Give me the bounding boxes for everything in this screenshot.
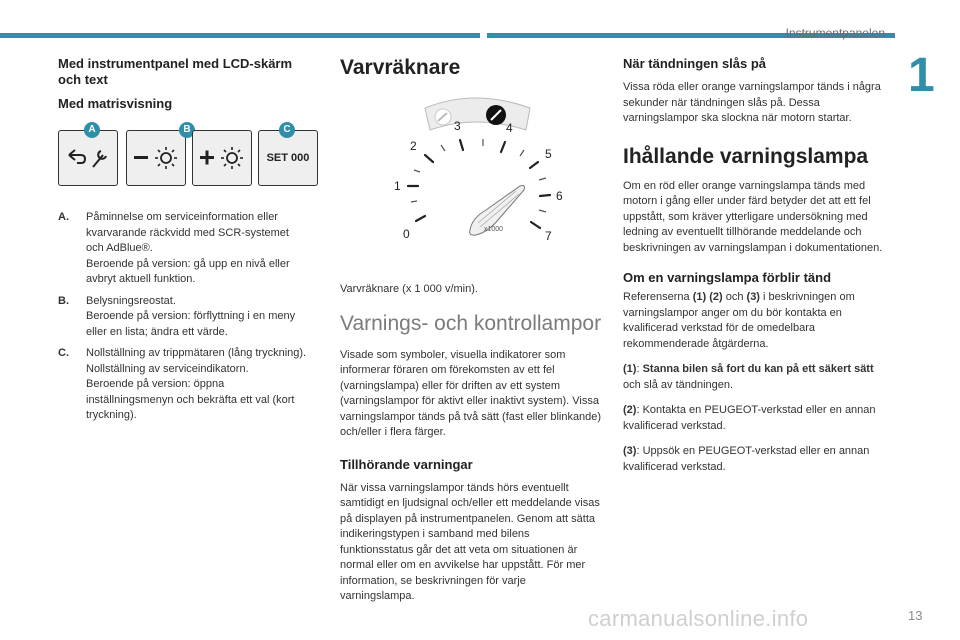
- heading-lcd: Med instrumentpanel med LCD-skärm och text: [58, 56, 293, 87]
- badge-b: B: [179, 122, 195, 138]
- chapter-number: 1: [908, 49, 935, 102]
- reference-label: (3): [623, 445, 637, 457]
- gauge-number-6: 6: [556, 189, 563, 203]
- button-a: [58, 130, 118, 186]
- text-fragment: och: [722, 291, 747, 303]
- title-lamp-stays-on: Om en varningslampa förblir tänd: [623, 270, 832, 285]
- column-right: [623, 56, 885, 485]
- watermark: carmanualsonline.info: [588, 606, 809, 631]
- reference-marks: (1) (2): [692, 291, 723, 303]
- definition-item-c: [58, 346, 308, 424]
- reference-1: (1): Stanna bilen så fort du kan på ett säkert sätt och slå av tändningen.: [623, 363, 874, 391]
- button-icons-row: [58, 126, 308, 188]
- text-fragment: Referenserna: [623, 291, 693, 303]
- reference-text: : Uppsök en PEUGEOT-verkstad eller en annan kvalificerad verkstad.: [623, 445, 870, 473]
- page-number: 13: [908, 608, 923, 623]
- reference-bold-text: Stanna bilen så fort du kan på ett säkert sätt: [642, 363, 874, 375]
- definition-text: Belysningsreostat. Beroende på version: förflyttning i en meny eller en lista; ändra ett värde.: [86, 294, 296, 338]
- title-ignition-on: När tändningen slås på: [623, 56, 767, 71]
- badge-c: C: [279, 122, 295, 138]
- reference-text: och slå av tändningen.: [623, 378, 734, 391]
- title-associated-warnings: Tillhörande varningar: [340, 456, 473, 472]
- reference-label: (1): [623, 363, 637, 375]
- gauge-number-2: 2: [410, 139, 417, 153]
- section-header: Instrumentpanelen: [785, 26, 885, 40]
- button-set: [258, 130, 318, 186]
- text-fragment: i beskrivningen om varningslampor anger om du bör kontakta en kvalificerad verkstad för de omedelbara rekommenderade åtgärderna.: [623, 291, 855, 350]
- button-c: [192, 130, 252, 186]
- tachometer-caption: Varvräknare (x 1 000 v/min).: [340, 283, 478, 295]
- tachometer-icon: [380, 90, 580, 270]
- header-bar-left: [0, 33, 480, 38]
- gauge-number-5: 5: [545, 147, 552, 161]
- lamp-stays-on-text: [623, 290, 885, 352]
- column-middle: [340, 56, 602, 615]
- title-persistent-lamp: Ihållande varningslampa: [623, 144, 869, 168]
- heading-matrix: Med matrisvisning: [58, 96, 173, 111]
- title-tachometer: Varvräknare: [340, 56, 461, 79]
- gauge-number-4: 4: [506, 121, 513, 135]
- reference-mark: (3): [746, 291, 760, 303]
- set-display-text: SET 000: [266, 152, 310, 164]
- badge-a: A: [84, 122, 100, 138]
- gauge-number-7: 7: [545, 229, 552, 243]
- definition-key: C.: [58, 347, 69, 359]
- column-left: [58, 56, 308, 430]
- ignition-on-text: Vissa röda eller orange varningslampor tänds i några sekunder när tändningen slås på. Dessa varningslampor ska slockna när motorn startar.: [623, 81, 881, 124]
- plus-light-icon: [196, 143, 248, 173]
- definition-list: [58, 210, 308, 424]
- definition-text: Påminnelse om serviceinformation eller kvarvarande räckvidd med SCR-systemet och AdBlue®. Beroende på version: gå upp en nivå eller avbryt aktuell funktion.: [86, 211, 290, 285]
- definition-text: Nollställning av trippmätaren (lång tryckning). Nollställning av serviceindikatorn. Beroende på version: öppna inställningsmenyn och bekräfta ett val (kort tryckning).: [86, 347, 307, 421]
- persistent-lamp-text: Om en röd eller orange varningslampa tänds med motorn i gång eller under färd betyder det att ett fel uppstått, som kräver ytterligare undersökning med ledning av eventuellt tillhörande meddelande och beskrivningen av varningslampan i dokumentationen.: [623, 179, 883, 254]
- reference-3: [623, 444, 885, 475]
- minus-light-icon: [130, 143, 182, 173]
- definition-key: B.: [58, 294, 69, 307]
- gauge-number-1: 1: [394, 179, 401, 193]
- definition-item-a: [58, 210, 308, 288]
- warning-lamps-text: Visade som symboler, visuella indikatorer som informerar föraren om förekomsten av ett fel (varningslampa) eller för driften av ett system (varningslampor för aktivt eller inaktivt system). Vissa varningslampor tänds på två sätt (fast eller blinkande) och/eller i flera färger.: [340, 348, 602, 438]
- arrow-wrench-icon: [63, 143, 113, 173]
- tachometer-illustration: [380, 90, 580, 270]
- gauge-unit: x1000: [484, 226, 504, 233]
- reference-2: [623, 403, 885, 434]
- reference-label: (2): [623, 404, 637, 416]
- reference-text: : Kontakta en PEUGEOT-verkstad eller en annan kvalificerad verkstad.: [623, 404, 876, 432]
- title-warning-lamps: Varnings- och kontrollampor: [340, 311, 602, 335]
- gauge-number-3: 3: [454, 119, 461, 133]
- definition-item-b: [58, 294, 308, 341]
- definition-key: A.: [58, 211, 69, 223]
- button-b: [126, 130, 186, 186]
- gauge-number-0: 0: [403, 227, 410, 241]
- associated-warnings-text: När vissa varningslampor tänds hörs eventuellt samtidigt en ljudsignal och/eller ett meddelande visas på displayen på instrumentpanelen. Genom att sätta indikeringstypen i samband med bilens funktionsstatus går det att veta om situationen är normal eller om en avvikelse har uppstått. För mer information, se beskrivningen för varje varningslampa.: [340, 481, 600, 602]
